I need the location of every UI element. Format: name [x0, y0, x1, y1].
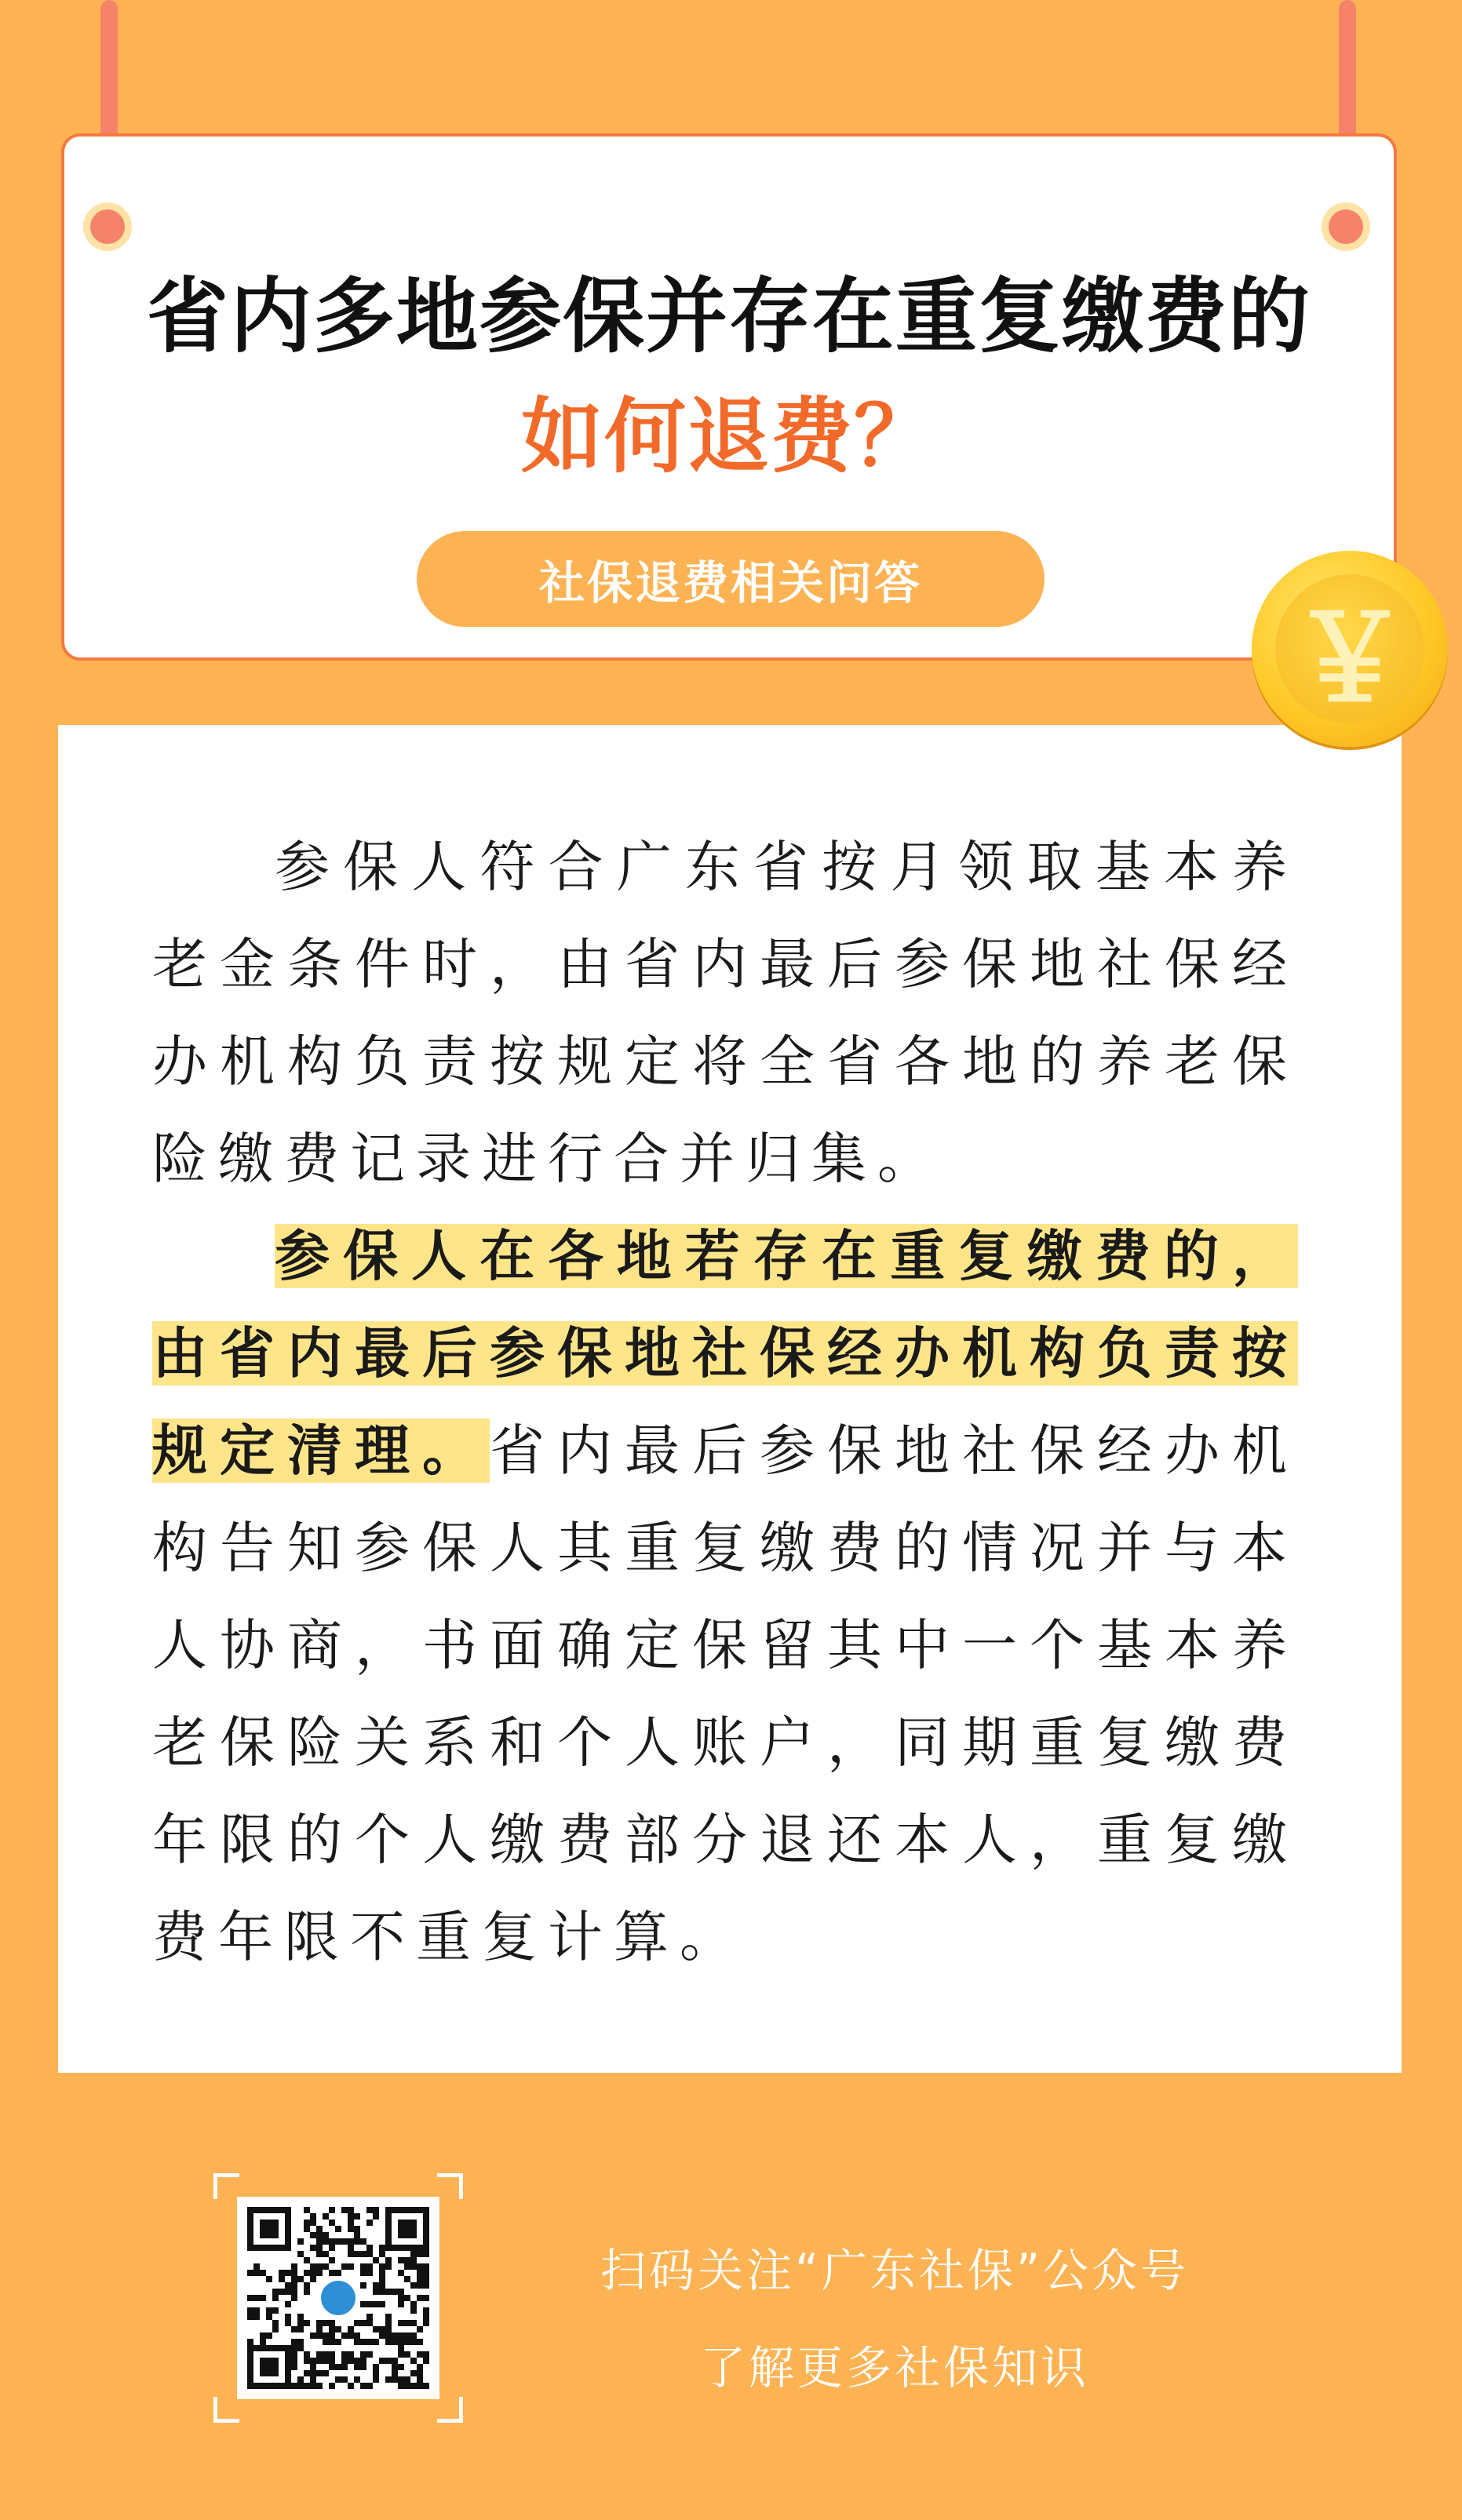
paragraph-1: 参保人符合广东省按月领取基本养老金条件时，由省内最后参保地社保经办机构负责按规定将全省各地的养老保险缴费记录进行合并归集。 [152, 835, 1298, 1191]
frame-corner [213, 2173, 239, 2199]
frame-corner [437, 2397, 463, 2423]
yuan-symbol: ￥ [1275, 574, 1424, 723]
qr-logo-icon [319, 2279, 357, 2317]
title-card [61, 133, 1397, 661]
content-card [58, 725, 1402, 2073]
footer-line-1: 扫码关注“广东社保”公众号 [600, 2244, 1190, 2297]
qr-code-image [237, 2197, 439, 2399]
page-title-highlight: 如何退费？ [520, 388, 937, 484]
qr-code [237, 2197, 439, 2399]
paragraph-2-rest: 省内最后参保地社保经办机构告知参保人其重复缴费的情况并与本人协商，书面确定保留其中一个基本养老保险关系和个人账户，同期重复缴费年限的个人缴费部分退还本人，重复缴费年限不重复计算。 [152, 1418, 1298, 1969]
coin-icon [1252, 551, 1448, 747]
page-title: 省内多地参保并存在重复缴费的 [146, 268, 1311, 364]
qr-frame [213, 2173, 463, 2423]
frame-corner [437, 2173, 463, 2199]
frame-corner [213, 2397, 239, 2423]
footer-text [487, 2222, 1303, 2416]
highlighted-text: 参保人在各地若存在重复缴费的，由省内最后参保地社保经办机构负责按规定清理。 [152, 1224, 1298, 1483]
right-hanging-dot [1322, 202, 1370, 251]
left-hanging-dot [83, 202, 132, 251]
footer-line-2: 了解更多社保知识 [699, 2341, 1089, 2394]
body-text [152, 818, 1298, 1986]
subtitle-badge: 社保退费相关问答 [417, 531, 1045, 627]
paragraph-2 [152, 1207, 1298, 1986]
